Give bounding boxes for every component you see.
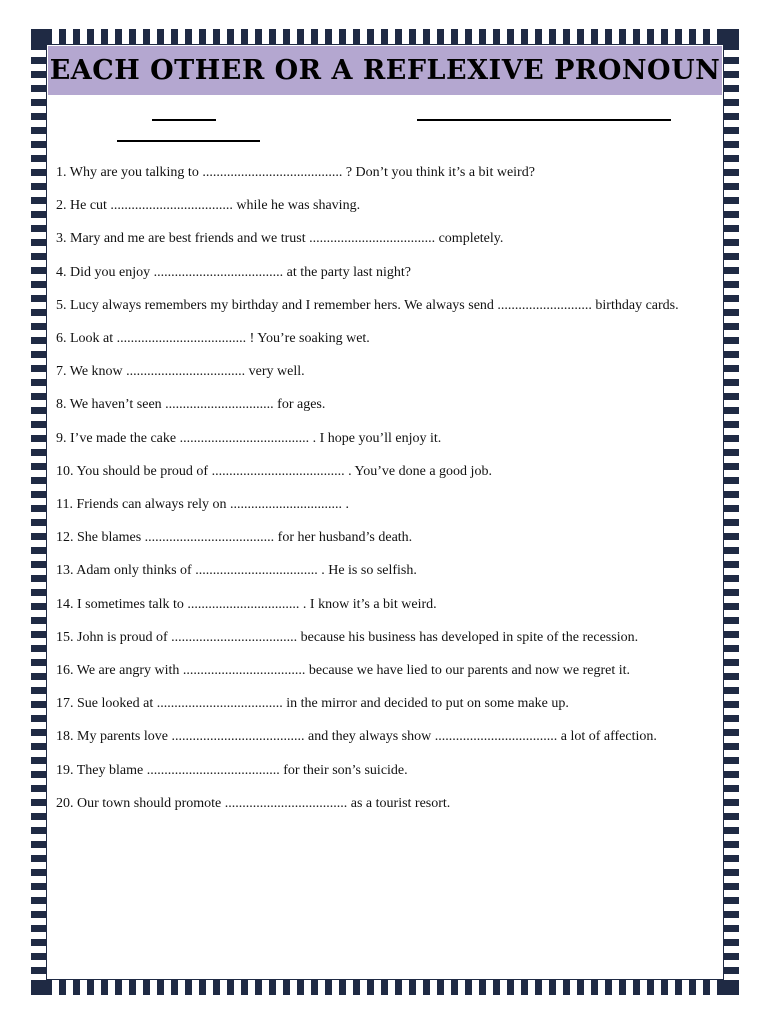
border-corner xyxy=(724,980,739,995)
exercise-item: 9. I’ve made the cake ..................................... . I hope you’ll enjoy it. xyxy=(56,430,442,446)
border-left xyxy=(31,29,46,995)
exercise-item: 2. He cut ................................... while he was shaving. xyxy=(56,198,361,214)
worksheet-title: EACH OTHER OR A REFLEXIVE PRONOUN xyxy=(49,55,721,86)
exercise-item: 13. Adam only thinks of ................................... . He is so selfish. xyxy=(56,563,417,579)
border-bottom xyxy=(31,980,739,995)
border-corner xyxy=(724,29,739,44)
exercise-item: 18. My parents love ...................................... and they always show ................................... a lot of affection. xyxy=(56,729,657,745)
exercise-item: 12. She blames ..................................... for her husband’s death. xyxy=(56,530,413,546)
exercise-item: 20. Our town should promote ................................... as a tourist resort. xyxy=(56,795,451,811)
border-top xyxy=(31,29,739,44)
exercise-item: 7. We know .................................. very well. xyxy=(56,364,305,380)
title-banner xyxy=(48,46,722,95)
exercise-item: 19. They blame ...................................... for their son’s suicide. xyxy=(56,762,408,778)
exercise-item: 16. We are angry with ................................... because we have lied to our parents and now we regret it. xyxy=(56,663,631,679)
exercise-list xyxy=(56,156,696,820)
border-corner xyxy=(31,980,46,995)
exercise-item: 8. We haven’t seen ............................... for ages. xyxy=(56,397,326,413)
exercise-item: 17. Sue looked at .................................... in the mirror and decided to put on some make up. xyxy=(56,696,569,712)
border-corner xyxy=(31,29,46,44)
border-right xyxy=(724,29,739,995)
exercise-item: 1. Why are you talking to ........................................ ? Don’t you think it’s a bit weird? xyxy=(56,165,535,180)
exercise-item: 5. Lucy always remembers my birthday and I remember hers. We always send ........................... birthday cards. xyxy=(56,297,679,313)
exercise-item: 10. You should be proud of ...................................... . You’ve done a good job. xyxy=(56,463,492,479)
class-line[interactable] xyxy=(117,140,260,142)
exercise-item: 11. Friends can always rely on ................................ . xyxy=(56,497,350,513)
exercise-item: 3. Mary and me are best friends and we trust .................................... completely. xyxy=(56,231,504,247)
name-line-long[interactable] xyxy=(417,119,671,121)
name-line-short[interactable] xyxy=(152,119,216,121)
exercise-item: 6. Look at ..................................... ! You’re soaking wet. xyxy=(56,331,370,347)
exercise-item: 14. I sometimes talk to ................................ . I know it’s a bit weird. xyxy=(56,596,437,612)
exercise-item: 15. John is proud of .................................... because his business has developed in spite of the recession. xyxy=(56,629,639,645)
exercise-item: 4. Did you enjoy ..................................... at the party last night? xyxy=(56,264,412,280)
